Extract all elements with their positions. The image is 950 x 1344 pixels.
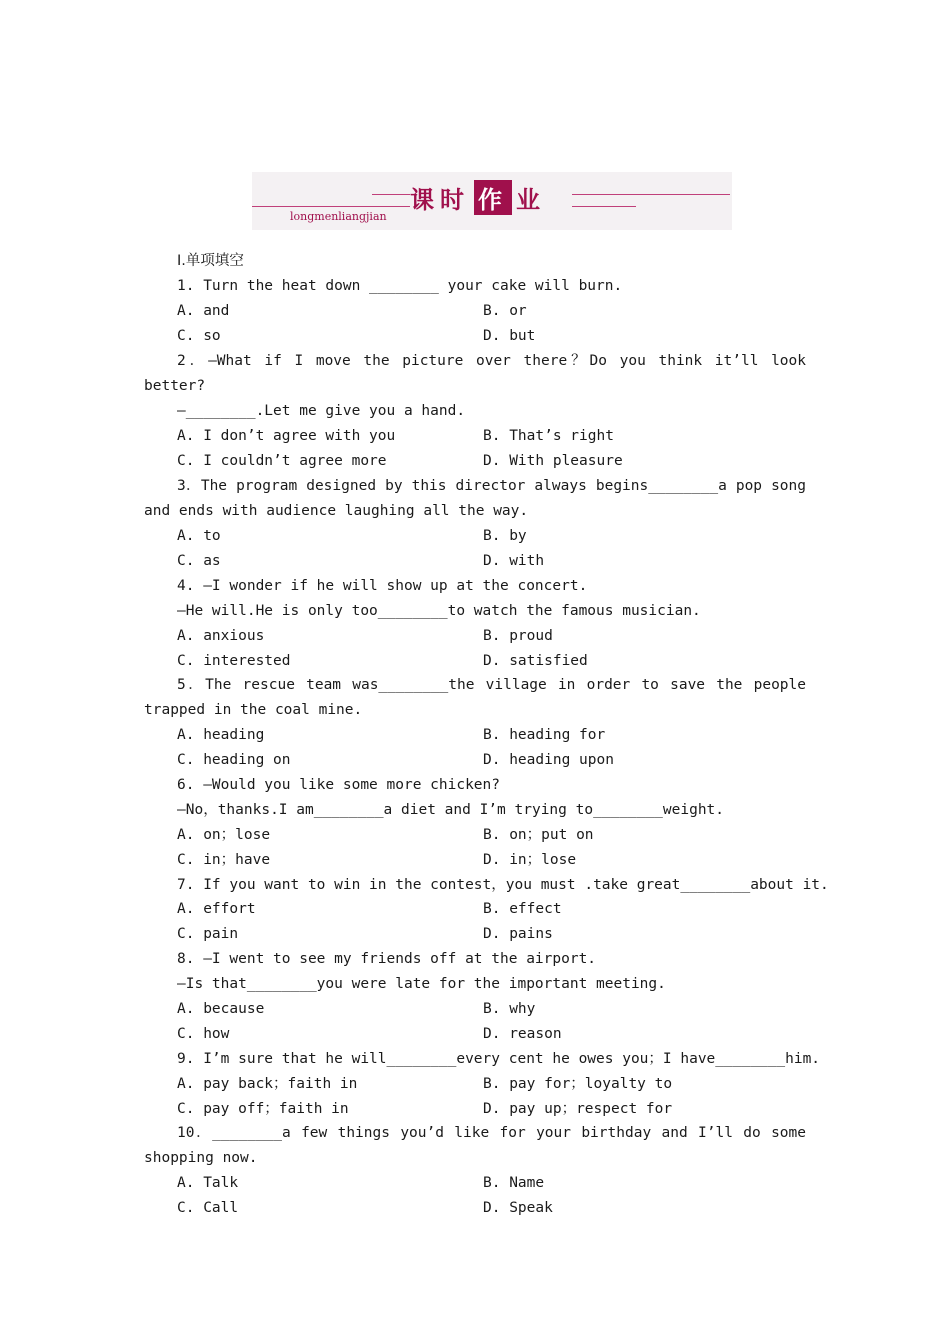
option: D. reason <box>483 1026 562 1042</box>
option: C. Call <box>177 1200 239 1216</box>
option: D. satisfied <box>483 653 588 669</box>
banner-line-left-upper <box>372 194 410 195</box>
header-banner <box>252 172 732 230</box>
option: C. pay off；faith in <box>177 1101 349 1117</box>
option: D. with <box>483 553 545 569</box>
option: D. but <box>483 328 536 344</box>
question-stem: better? <box>144 378 206 394</box>
option: C. heading on <box>177 752 291 768</box>
question-stem: 9. I’m sure that he will________every cent he owes you；I have________him. <box>177 1051 821 1067</box>
banner-title <box>410 180 546 214</box>
question-stem: —________.Let me give you a hand. <box>177 403 466 419</box>
banner-title-b: 作 <box>474 180 512 215</box>
question-stem: 5．The rescue team was________the village in order to save the people <box>177 677 806 693</box>
question-stem: trapped in the coal mine. <box>144 702 363 718</box>
option: C. interested <box>177 653 291 669</box>
option: A. because <box>177 1001 265 1017</box>
option: B. or <box>483 303 527 319</box>
question-stem: 6. —Would you like some more chicken? <box>177 777 501 793</box>
option: A. on；lose <box>177 827 271 843</box>
option: B. pay for；loyalty to <box>483 1076 673 1092</box>
option: C. how <box>177 1026 230 1042</box>
question-stem: 10．________a few things you’d like for your birthday and I’ll do some <box>177 1125 806 1141</box>
question-stem: 4. —I wonder if he will show up at the concert. <box>177 578 588 594</box>
option: A. to <box>177 528 221 544</box>
option: C. I couldn’t agree more <box>177 453 387 469</box>
question-stem: —No，thanks.I am________a diet and I’m trying to________weight. <box>177 802 725 818</box>
section-heading: Ⅰ.单项填空 <box>177 253 244 269</box>
option: D. in；lose <box>483 852 577 868</box>
question-stem: 1. Turn the heat down ________ your cake will burn. <box>177 278 623 294</box>
option: B. by <box>483 528 527 544</box>
option: A. Talk <box>177 1175 239 1191</box>
question-stem: 8. —I went to see my friends off at the airport. <box>177 951 597 967</box>
banner-line-right <box>572 194 730 195</box>
banner-title-a: 课时 <box>410 185 470 214</box>
banner-line-right-lower <box>572 206 636 207</box>
option: B. Name <box>483 1175 545 1191</box>
option: D. Speak <box>483 1200 553 1216</box>
question-stem: —He will.He is only too________to watch the famous musician. <box>177 603 701 619</box>
question-stem: 3．The program designed by this director always begins________a pop song <box>177 478 806 494</box>
option: C. so <box>177 328 221 344</box>
option: D. pay up；respect for <box>483 1101 673 1117</box>
banner-subtitle: longmenliangjian <box>290 210 387 223</box>
option: B. That’s right <box>483 428 614 444</box>
option: A. and <box>177 303 230 319</box>
option: A. I don’t agree with you <box>177 428 396 444</box>
option: B. effect <box>483 901 562 917</box>
option: C. pain <box>177 926 239 942</box>
option: A. heading <box>177 727 265 743</box>
option: A. anxious <box>177 628 265 644</box>
option: D. pains <box>483 926 553 942</box>
banner-line-left <box>252 206 410 207</box>
option: D. heading upon <box>483 752 614 768</box>
option: B. proud <box>483 628 553 644</box>
option: B. why <box>483 1001 536 1017</box>
option: D. With pleasure <box>483 453 623 469</box>
option: C. as <box>177 553 221 569</box>
option: A. pay back；faith in <box>177 1076 358 1092</box>
question-stem: shopping now. <box>144 1150 258 1166</box>
option: B. heading for <box>483 727 606 743</box>
question-stem: 2．—What if I move the picture over there？Do you think it’ll look <box>177 353 806 369</box>
question-stem: and ends with audience laughing all the way. <box>144 503 529 519</box>
question-stem: —Is that________you were late for the important meeting. <box>177 976 666 992</box>
option: A. effort <box>177 901 256 917</box>
option: C. in；have <box>177 852 271 868</box>
banner-title-c: 业 <box>516 185 546 214</box>
question-stem: 7. If you want to win in the contest，you must .take great________about it. <box>177 877 829 893</box>
option: B. on；put on <box>483 827 594 843</box>
